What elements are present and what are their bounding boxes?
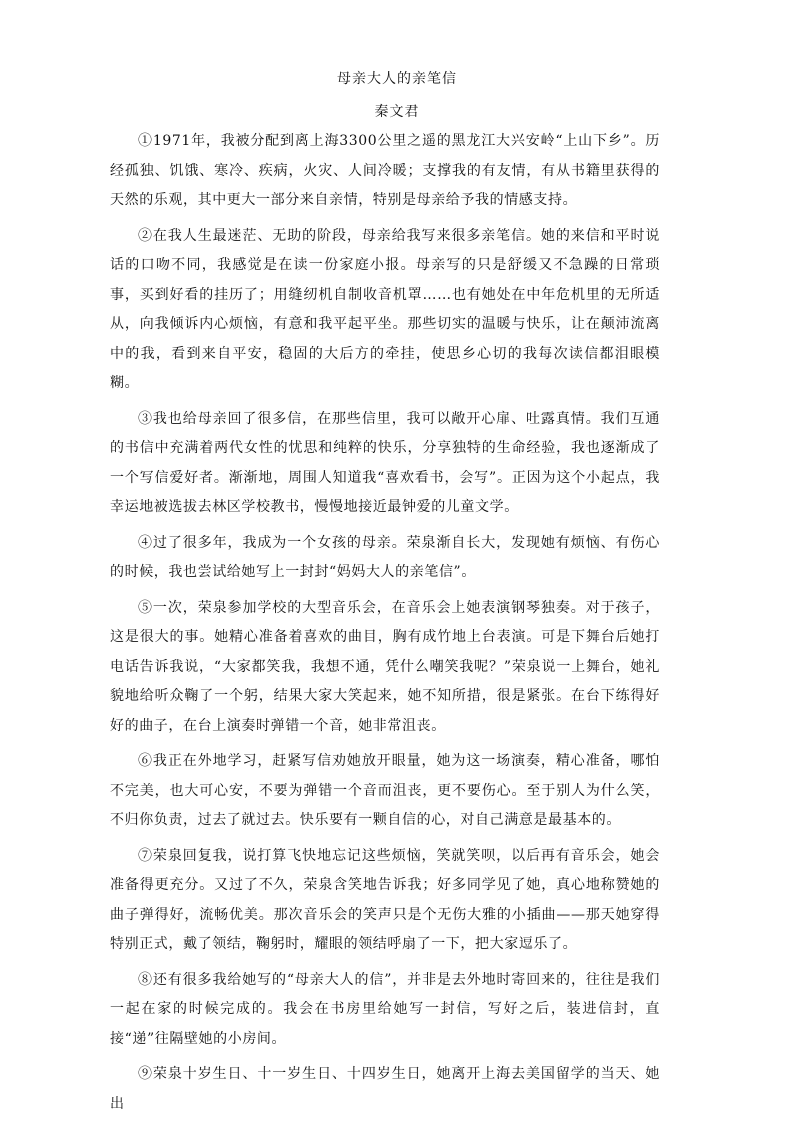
article-title: 母亲大人的亲笔信 bbox=[337, 71, 457, 87]
paragraph-5: ⑤一次，荣泉参加学校的大型音乐会，在音乐会上她表演钢琴独奏。对于孩子，这是很大的事。她精心准备着喜欢的曲目，胸有成竹地上台表演。可是下舞台后她打电话告诉我说，“大家都笑我，我想不通，凭什么嘲笑我呢？”荣泉说一上舞台，她礼貌地给听众鞠了一个躬，结果大家大笑起来，她不知所措，很是紧张。在台下练得好好的曲子，在台上演奏时弹错一个音，她非常沮丧。 bbox=[110, 599, 660, 734]
paragraph-3: ③我也给母亲回了很多信，在那些信里，我可以敞开心扉、吐露真情。我们互通的书信中充满着两代女性的忧思和纯粹的快乐，分享独特的生命经验，我也逐渐成了一个写信爱好者。渐渐地，周围人知道我“喜欢看书，会写”。正因为这个小起点，我幸运地被选拔去林区学校教书，慢慢地接近最钟爱的儿童文学。 bbox=[110, 410, 660, 515]
paragraph-8: ⑧还有很多我给她写的“母亲大人的信”，并非是去外地时寄回来的，往往是我们一起在家的时候完成的。我会在书房里给她写一封信，写好之后，装进信封，直接“递”往隔壁她的小房间。 bbox=[110, 971, 660, 1047]
paragraph-4: ④过了很多年，我成为一个女孩的母亲。荣泉渐自长大，发现她有烦恼、有伤心的时候，我也尝试给她写上一封封“妈妈大人的亲笔信”。 bbox=[110, 534, 660, 580]
paragraph-7: ⑦荣泉回复我，说打算飞快地忘记这些烦恼，笑就笑呗，以后再有音乐会，她会准备得更充分。又过了不久，荣泉含笑地告诉我；好多同学见了她，真心地称赞她的曲子弹得好，流畅优美。那次音乐会的笑声只是个无伤大雅的小插曲——那天她穿得特别正式，戴了领结，鞠躬时，耀眼的领结呼扇了一下，把大家逗乐了。 bbox=[110, 847, 660, 952]
article-author: 秦文君 bbox=[374, 104, 420, 120]
paragraph-6: ⑥我正在外地学习，赶紧写信劝她放开眼量，她为这一场演奏，精心准备，哪怕不完美，也大可心安，不要为弹错一个音而沮丧，更不要伤心。至于别人为什么笑，不归你负责，过去了就过去。快乐要有一颗自信的心，对自己满意是最基本的。 bbox=[110, 753, 660, 828]
paragraph-2: ②在我人生最迷茫、无助的阶段，母亲给我写来很多亲笔信。她的来信和平时说话的口吻不同，我感觉是在读一份家庭小报。母亲写的只是舒缓又不急躁的日常琐事，买到好看的挂历了；用缝纫机自制收音机罩……也有她处在中年危机里的无所适从，向我倾诉内心烦恼，有意和我平起平坐。那些切实的温暖与快乐，让在颠沛流离中的我，看到来自平安，稳固的大后方的牵挂，使思乡心切的我每次读信都泪眼模糊。 bbox=[110, 227, 660, 391]
paragraph-1: ①1971年，我被分配到离上海3300公里之遥的黑龙江大兴安岭“上山下乡”。历经孤独、饥饿、寒冷、疾病，火灾、人间冷暖；支撑我的有友情，有从书籍里获得的天然的乐观，其中更大一部分来自亲情，特别是母亲给予我的情感支持。 bbox=[110, 133, 660, 208]
article-body bbox=[110, 127, 660, 1125]
paragraph-9: ⑨荣泉十岁生日、十一岁生日、十四岁生日，她离开上海去美国留学的当天、她出 bbox=[110, 1066, 660, 1112]
